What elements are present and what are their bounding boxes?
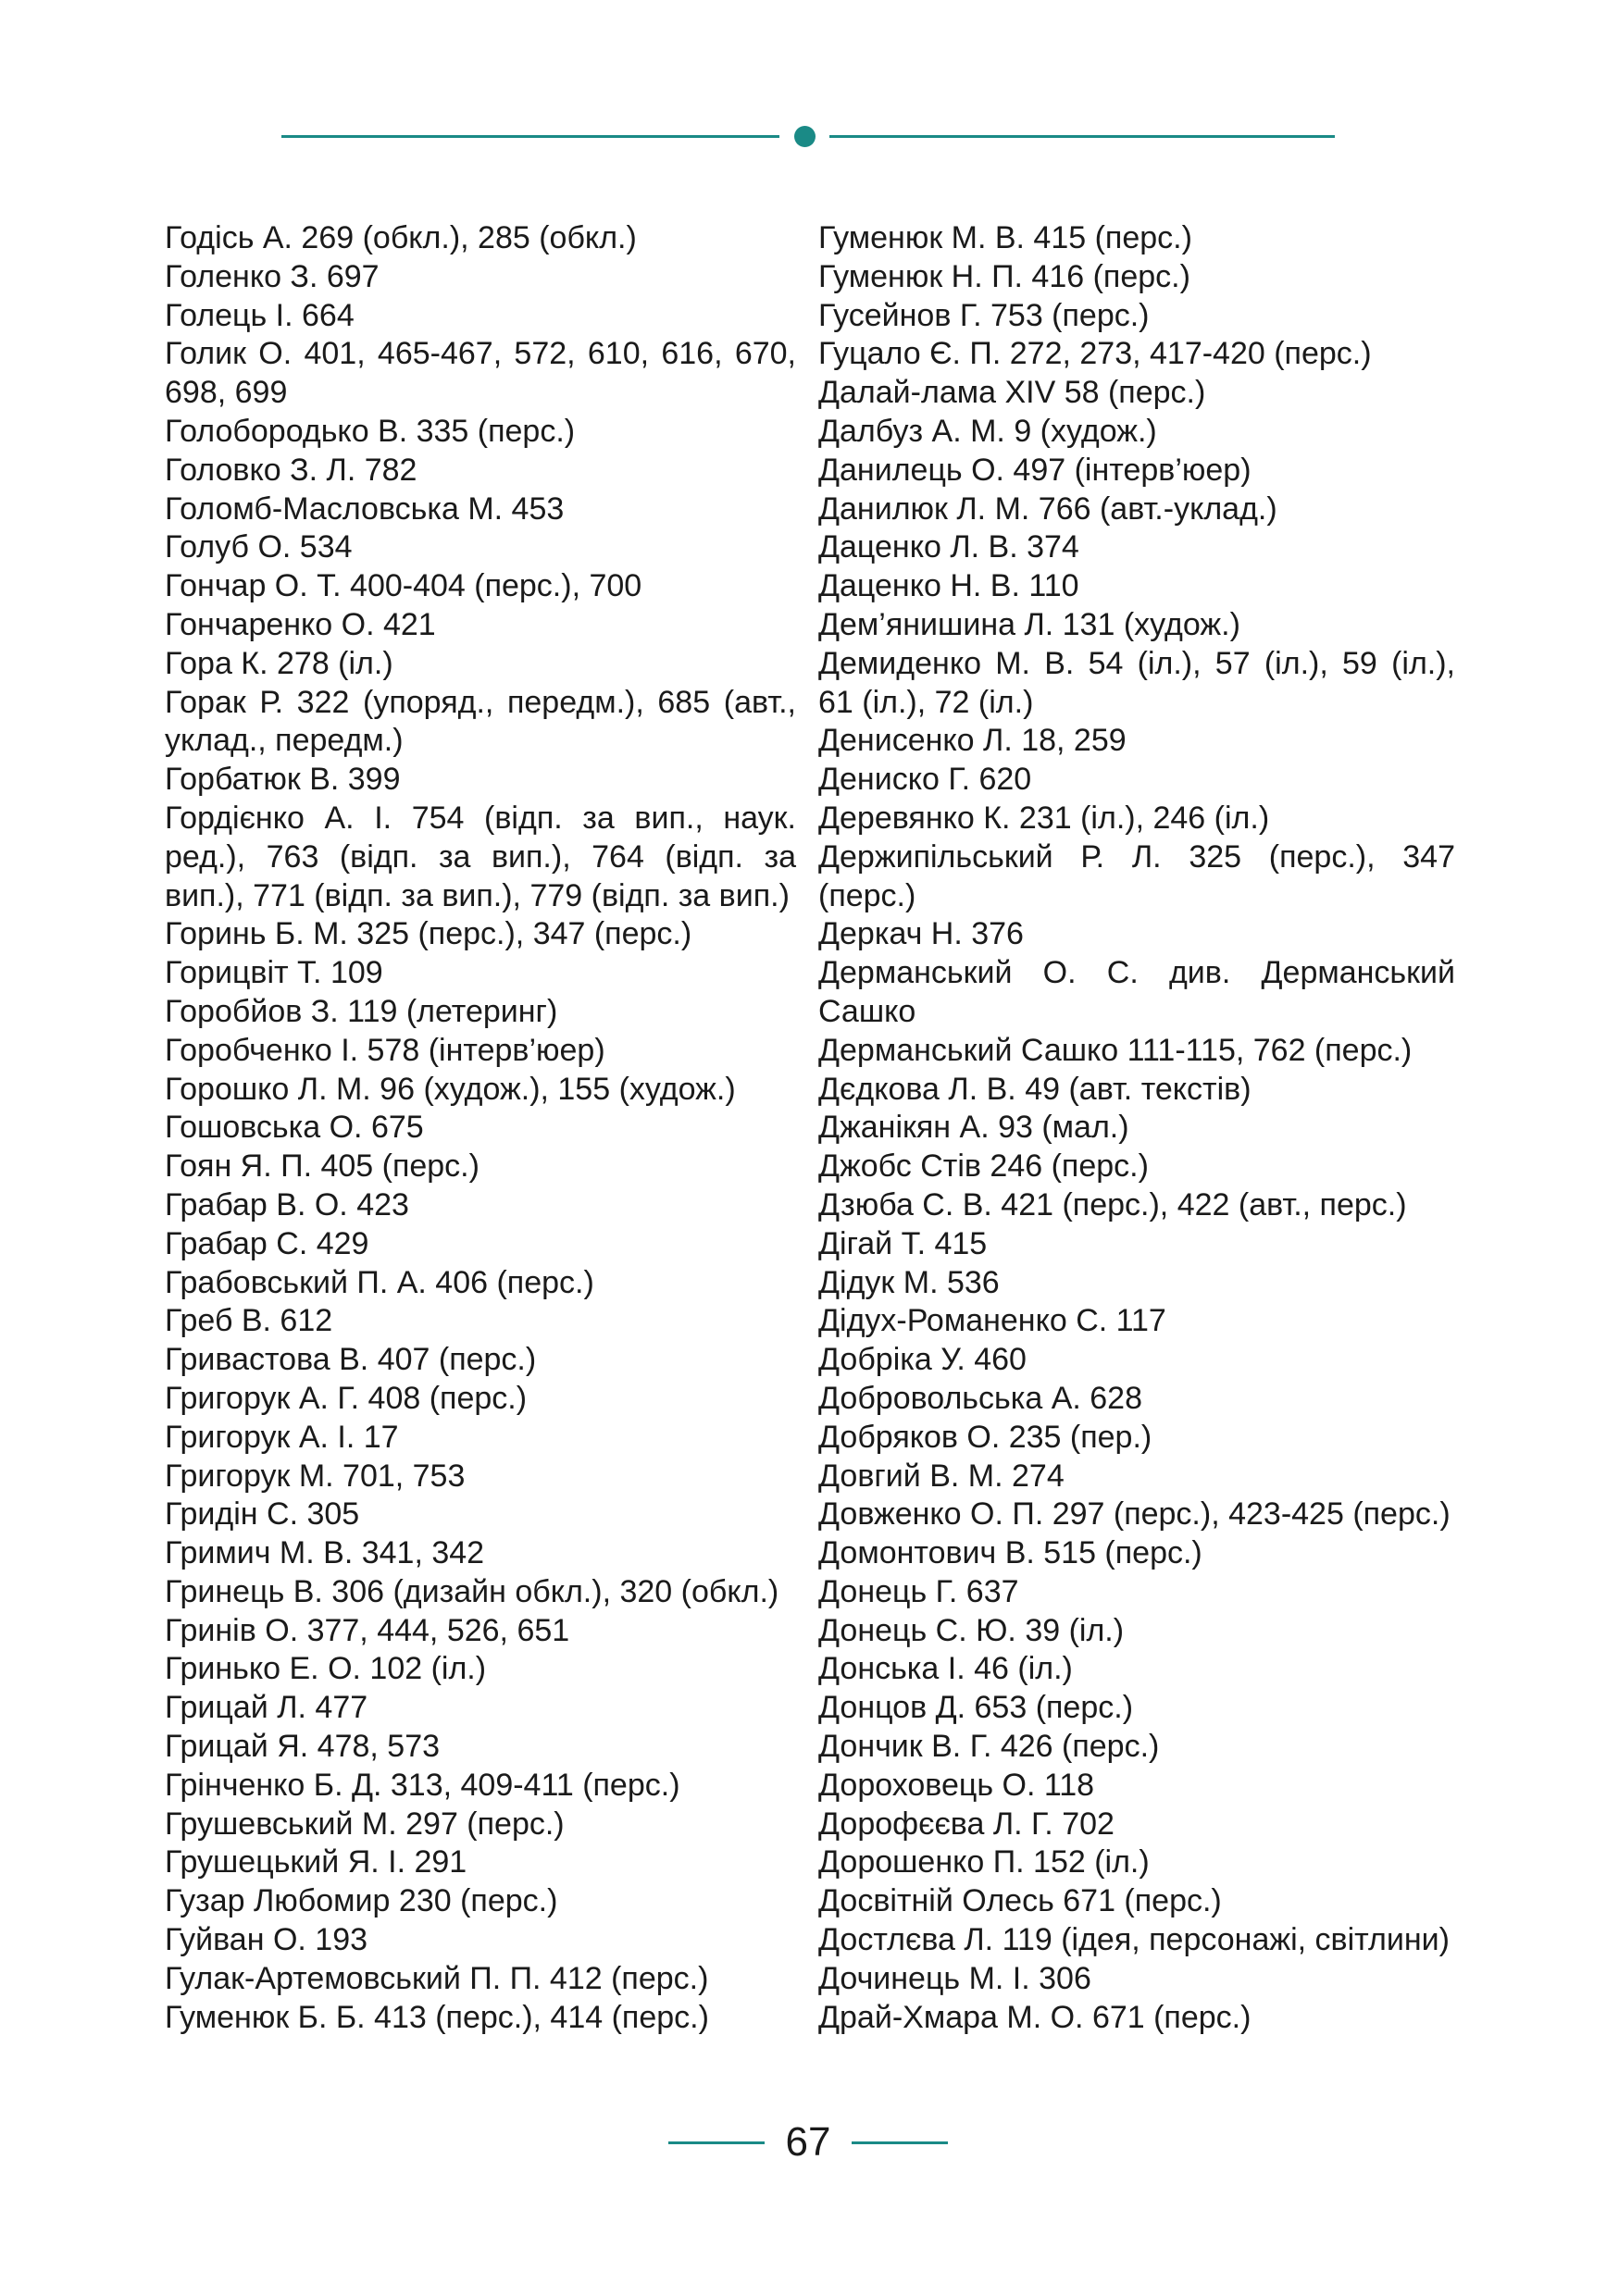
index-entry: Дем’янишина Л. 131 (худож.) [818, 606, 1240, 642]
index-entry: Горобйов З. 119 (летеринг) [165, 993, 558, 1029]
index-entry: Дерманський О. С. див. Дерманський Сашко [818, 955, 1455, 1029]
index-entry: Гончар О. Т. 400-404 (перс.), 700 [165, 568, 642, 604]
index-entry: Драй-Хмара М. О. 671 (перс.) [818, 1999, 1252, 2035]
index-entry: Джанікян А. 93 (мал.) [818, 1110, 1129, 1146]
index-entry: Донець Г. 637 [818, 1573, 1019, 1609]
index-entry: Денисенко Л. 18, 259 [818, 723, 1127, 759]
index-entry: Дорошенко П. 152 (іл.) [818, 1844, 1150, 1880]
index-entry: Далбуз А. М. 9 (худож.) [818, 413, 1157, 449]
index-entry: Деревянко К. 231 (іл.), 246 (іл.) [818, 800, 1270, 836]
index-entry: Греб В. 612 [165, 1303, 333, 1339]
index-entry: Гринів О. 377, 444, 526, 651 [165, 1612, 570, 1648]
index-entry: Голуб О. 534 [165, 529, 353, 565]
index-entry: Григорук А. І. 17 [165, 1419, 399, 1455]
index-entry: Дороховець О. 118 [818, 1767, 1095, 1803]
footer-rule-right [852, 2141, 948, 2144]
index-entry: Гуменюк Б. Б. 413 (перс.), 414 (перс.) [165, 1999, 709, 2035]
index-entry: Грицай Я. 478, 573 [165, 1729, 441, 1765]
index-entry: Довгий В. М. 274 [818, 1458, 1065, 1494]
index-entry: Голець І. 664 [165, 297, 355, 333]
index-entry: Грабовський П. А. 406 (перс.) [165, 1264, 594, 1300]
index-entry: Гридін С. 305 [165, 1496, 360, 1533]
index-entry: Довженко О. П. 297 (перс.), 423-425 (перс.) [818, 1496, 1451, 1533]
index-entry: Гордієнко А. І. 754 (відп. за вип., наук. ред.), 763 (відп. за вип.), 764 (відп. за вип.), 771 (відп. за вип.), 779 (відп. за вип.) [165, 800, 796, 913]
index-entry: Гринько Е. О. 102 (іл.) [165, 1651, 487, 1687]
index-entry: Дочинець М. І. 306 [818, 1960, 1091, 1996]
index-entry: Дзюба С. В. 421 (перс.), 422 (авт., перс.) [818, 1186, 1407, 1222]
index-entry: Дігай Т. 415 [818, 1225, 988, 1261]
header-rule-right [829, 135, 1335, 138]
index-entry: Голик О. 401, 465-467, 572, 610, 616, 670, 698, 699 [165, 336, 796, 411]
index-entry: Дорофєєва Л. Г. 702 [818, 1806, 1115, 1842]
index-entry: Гуцало Є. П. 272, 273, 417-420 (перс.) [818, 336, 1372, 372]
index-entry: Головко З. Л. 782 [165, 452, 417, 488]
index-entry: Джобс Стів 246 (перс.) [818, 1148, 1149, 1185]
index-entry: Дідух-Романенко С. 117 [818, 1303, 1166, 1339]
index-entry: Грінченко Б. Д. 313, 409-411 (перс.) [165, 1767, 680, 1803]
index-entry: Горицвіт Т. 109 [165, 955, 383, 991]
index-entry: Дєдкова Л. В. 49 (авт. текстів) [818, 1071, 1252, 1107]
index-entry: Горбатюк В. 399 [165, 762, 401, 798]
index-entry: Гримич М. В. 341, 342 [165, 1535, 485, 1571]
index-entry: Голомб-Масловська М. 453 [165, 490, 565, 527]
index-entry: Годісь А. 269 (обкл.), 285 (обкл.) [165, 220, 637, 255]
index-entry: Грушецький Я. І. 291 [165, 1844, 467, 1880]
index-entry: Голобородько В. 335 (перс.) [165, 413, 576, 449]
index-entry: Далай-лама XIV 58 (перс.) [818, 375, 1206, 411]
index-entry: Досвітній Олесь 671 (перс.) [818, 1883, 1222, 1919]
index-entry: Гривастова В. 407 (перс.) [165, 1342, 537, 1378]
index-entry: Гоян Я. П. 405 (перс.) [165, 1148, 479, 1185]
index-entry: Грабар В. О. 423 [165, 1186, 409, 1222]
index-entry: Домонтович В. 515 (перс.) [818, 1535, 1202, 1571]
index-entry: Дениско Г. 620 [818, 762, 1032, 798]
index-entry: Гусейнов Г. 753 (перс.) [818, 297, 1150, 333]
index-entry: Гулак-Артемовський П. П. 412 (перс.) [165, 1960, 709, 1996]
index-entry: Дончик В. Г. 426 (перс.) [818, 1729, 1160, 1765]
index-entry: Данилець О. 497 (інтерв’юер) [818, 452, 1252, 488]
index-entry: Горинь Б. М. 325 (перс.), 347 (перс.) [165, 916, 692, 952]
index-entry: Данилюк Л. М. 766 (авт.-уклад.) [818, 490, 1277, 527]
index-entry: Гора К. 278 (іл.) [165, 645, 393, 681]
index-entry: Грицай Л. 477 [165, 1690, 368, 1726]
index-entry: Даценко Н. В. 110 [818, 568, 1079, 604]
index-entry: Григорук А. Г. 408 (перс.) [165, 1380, 528, 1416]
header-dot [794, 126, 816, 147]
index-entry: Добріка У. 460 [818, 1342, 1027, 1378]
index-entry: Горак Р. 322 (упоряд., передм.), 685 (авт., уклад., передм.) [165, 684, 796, 759]
index-entry: Демиденко М. В. 54 (іл.), 57 (іл.), 59 (іл.), 61 (іл.), 72 (іл.) [818, 645, 1455, 720]
footer-rule-left [668, 2141, 765, 2144]
index-entry: Гончаренко О. 421 [165, 606, 436, 642]
index-entry: Григорук М. 701, 753 [165, 1458, 466, 1494]
index-entry: Донська І. 46 (іл.) [818, 1651, 1073, 1687]
index-entry: Достлєва Л. 119 (ідея, персонажі, світлини) [818, 1922, 1450, 1958]
index-entry: Гуменюк Н. П. 416 (перс.) [818, 258, 1190, 294]
index-entry: Грабар С. 429 [165, 1225, 369, 1261]
header-rule-left [281, 135, 779, 138]
index-entry: Дерманський Сашко 111-115, 762 (перс.) [818, 1032, 1413, 1068]
index-entry: Гуйван О. 193 [165, 1922, 368, 1958]
index-entry: Донцов Д. 653 (перс.) [818, 1690, 1134, 1726]
index-entry: Даценко Л. В. 374 [818, 529, 1079, 565]
index-entry: Голенко З. 697 [165, 258, 380, 294]
index-column-left [165, 219, 796, 2037]
index-entry: Деркач Н. 376 [818, 916, 1024, 952]
page-number: 67 [785, 2119, 831, 2165]
index-entry: Горобченко І. 578 (інтерв’юер) [165, 1032, 605, 1068]
index-entry: Донець С. Ю. 39 (іл.) [818, 1612, 1125, 1648]
index-entry: Гошовська О. 675 [165, 1110, 424, 1146]
index-entry: Добряков О. 235 (пер.) [818, 1419, 1152, 1455]
index-entry: Дідук М. 536 [818, 1264, 1000, 1300]
index-entry: Добровольська А. 628 [818, 1380, 1142, 1416]
index-entry: Гуменюк М. В. 415 (перс.) [818, 220, 1192, 255]
index-entry: Горошко Л. М. 96 (худож.), 155 (худож.) [165, 1071, 736, 1107]
index-entry: Гринець В. 306 (дизайн обкл.), 320 (обкл.) [165, 1573, 779, 1609]
index-entry: Держипільський Р. Л. 325 (перс.), 347 (перс.) [818, 838, 1455, 913]
index-column-right [818, 219, 1455, 2037]
index-entry: Грушевський М. 297 (перс.) [165, 1806, 565, 1842]
index-entry: Гузар Любомир 230 (перс.) [165, 1883, 558, 1919]
